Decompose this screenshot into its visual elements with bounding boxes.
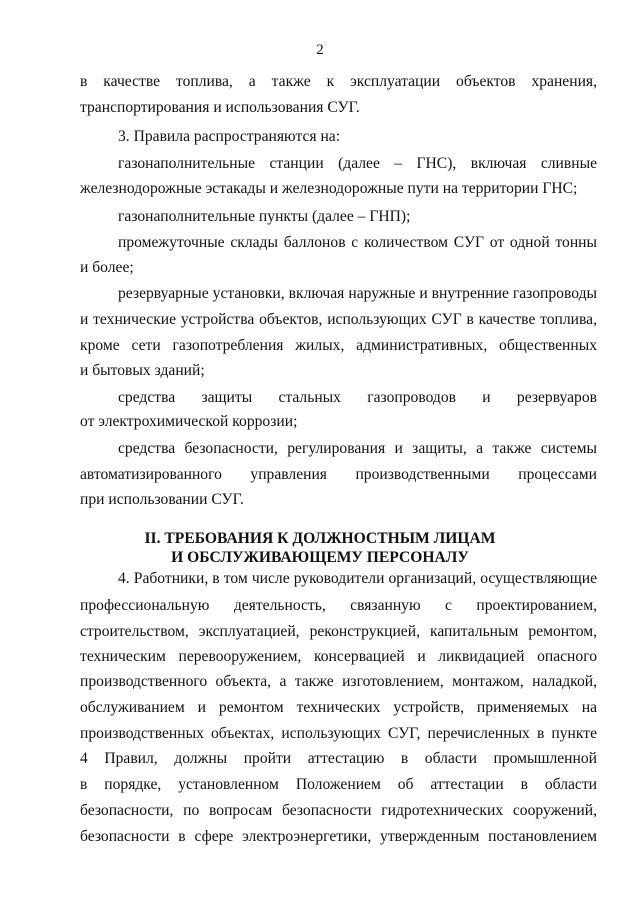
text-line: производственных объектах, использующих СУГ, перечисленных в пункте [80, 725, 597, 742]
text-line: средства безопасности, регулирования и защиты, а также системы [118, 440, 597, 457]
text-line: железнодорожные эстакады и железнодорожные пути на территории ГНС; [80, 180, 578, 197]
text-line: промежуточные склады баллонов с количеством СУГ от одной тонны [118, 234, 597, 251]
text-line: транспортирования и использования СУГ. [80, 99, 360, 116]
page-number: 2 [316, 42, 324, 58]
section-heading-line-1: II. ТРЕБОВАНИЯ К ДОЛЖНОСТНЫМ ЛИЦАМ [144, 530, 496, 547]
text-line: профессиональную деятельность, связанную с проектированием, [80, 597, 597, 614]
text-line: производственного объекта, а также изготовлением, монтажом, наладкой, [80, 673, 597, 690]
text-line: обслуживанием и ремонтом технических устройств, применяемых на [80, 699, 597, 716]
text-line: кроме сети газопотребления жилых, административных, общественных [80, 337, 597, 354]
section-heading-line-2: И ОБСЛУЖИВАЮЩЕМУ ПЕРСОНАЛУ [171, 549, 469, 566]
text-line: и технические устройства объектов, использующих СУГ в качестве топлива, [80, 311, 597, 328]
text-line: резервуарные установки, включая наружные и внутренние газопроводы [118, 285, 597, 302]
text-line: автоматизированного управления производственными процессами [80, 466, 597, 483]
text-line: и бытовых зданий; [80, 362, 205, 379]
text-line: средства защиты стальных газопроводов и резервуаров [118, 389, 597, 406]
text-line: газонаполнительные пункты (далее – ГНП); [118, 208, 411, 225]
text-line: в порядке, установленном Положением об аттестации в области [80, 776, 597, 793]
text-line: техническим перевооружением, консервацией и ликвидацией опасного [80, 648, 597, 665]
text-line: 4. Работники, в том числе руководители организаций, осуществляющие [118, 570, 597, 587]
text-line: и более; [80, 259, 134, 276]
text-line: 3. Правила распространяются на: [118, 128, 341, 145]
text-line: безопасности в сфере электроэнергетики, утвержденным постановлением [80, 828, 597, 845]
text-line: безопасности, по вопросам безопасности гидротехнических сооружений, [80, 802, 597, 819]
text-line: при использовании СУГ. [80, 491, 244, 508]
text-line: 4 Правил, должны пройти аттестацию в области промышленной [80, 750, 597, 767]
text-line: строительством, эксплуатацией, реконструкцией, капитальным ремонтом, [80, 623, 597, 640]
text-line: в качестве топлива, а также к эксплуатации объектов хранения, [80, 73, 597, 90]
text-line: газонаполнительные станции (далее – ГНС), включая сливные [118, 155, 597, 172]
text-line: от электрохимической коррозии; [80, 413, 298, 430]
